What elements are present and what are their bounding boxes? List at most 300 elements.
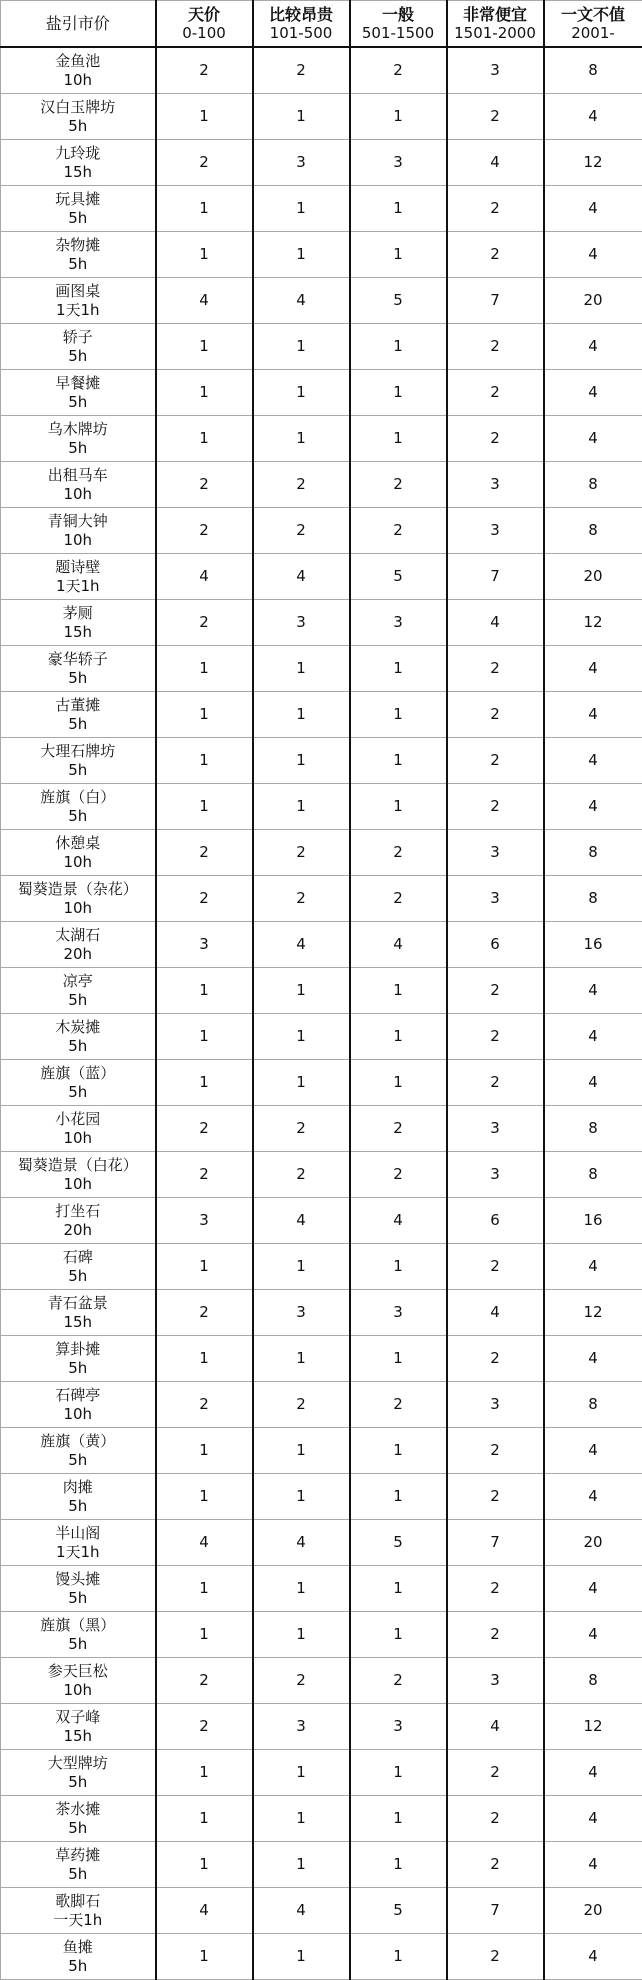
item-name: 大理石牌坊 — [1, 742, 155, 761]
table-row — [1, 1888, 642, 1934]
price-value-cell: 3 — [156, 922, 253, 968]
item-name: 画图桌 — [1, 282, 155, 301]
table-row — [1, 1612, 642, 1658]
price-value-cell: 1 — [253, 738, 350, 784]
item-duration: 10h — [1, 1681, 155, 1700]
price-value-cell: 20 — [544, 1520, 642, 1566]
price-value-cell: 1 — [350, 1612, 447, 1658]
item-name: 歌脚石 — [1, 1892, 155, 1911]
price-value-cell: 1 — [253, 94, 350, 140]
item-duration: 5h — [1, 1819, 155, 1838]
price-value-cell: 1 — [253, 784, 350, 830]
price-value-cell: 1 — [253, 1474, 350, 1520]
price-value-cell: 2 — [447, 1244, 544, 1290]
item-name-cell — [1, 1612, 156, 1658]
item-name: 九玲珑 — [1, 144, 155, 163]
price-value-cell: 4 — [447, 1290, 544, 1336]
item-name: 古董摊 — [1, 696, 155, 715]
item-duration: 5h — [1, 1865, 155, 1884]
price-value-cell: 2 — [447, 1842, 544, 1888]
header-title: 一文不值 — [545, 5, 642, 24]
item-duration: 10h — [1, 531, 155, 550]
item-name-cell — [1, 830, 156, 876]
item-name: 半山阁 — [1, 1524, 155, 1543]
item-name: 旌旗（黑） — [1, 1616, 155, 1635]
price-value-cell: 2 — [350, 1658, 447, 1704]
price-value-cell: 4 — [447, 600, 544, 646]
price-value-cell: 4 — [544, 1244, 642, 1290]
item-name-cell — [1, 1198, 156, 1244]
price-value-cell: 8 — [544, 1152, 642, 1198]
price-value-cell: 4 — [544, 1750, 642, 1796]
item-name: 早餐摊 — [1, 374, 155, 393]
price-value-cell: 2 — [156, 47, 253, 94]
item-duration: 5h — [1, 807, 155, 826]
price-value-cell: 8 — [544, 47, 642, 94]
price-value-cell: 4 — [544, 1842, 642, 1888]
item-duration: 5h — [1, 669, 155, 688]
table-row — [1, 416, 642, 462]
price-value-cell: 4 — [447, 1704, 544, 1750]
price-value-cell: 1 — [156, 1842, 253, 1888]
price-value-cell: 1 — [156, 646, 253, 692]
price-value-cell: 2 — [447, 186, 544, 232]
header-row — [1, 1, 642, 48]
table-row — [1, 1934, 642, 1980]
price-value-cell: 4 — [544, 1474, 642, 1520]
item-name-cell — [1, 140, 156, 186]
item-duration: 5h — [1, 117, 155, 136]
item-duration: 5h — [1, 255, 155, 274]
price-value-cell: 2 — [350, 47, 447, 94]
table-row — [1, 1566, 642, 1612]
price-value-cell: 5 — [350, 1888, 447, 1934]
price-value-cell: 2 — [350, 876, 447, 922]
item-duration: 5h — [1, 1635, 155, 1654]
price-value-cell: 4 — [253, 278, 350, 324]
item-name-cell — [1, 922, 156, 968]
price-value-cell: 20 — [544, 1888, 642, 1934]
item-name-cell — [1, 876, 156, 922]
price-value-cell: 2 — [447, 324, 544, 370]
price-value-cell: 1 — [253, 232, 350, 278]
price-value-cell: 1 — [253, 1842, 350, 1888]
price-value-cell: 2 — [156, 508, 253, 554]
price-value-cell: 3 — [156, 1198, 253, 1244]
price-value-cell: 3 — [350, 1290, 447, 1336]
price-value-cell: 2 — [253, 830, 350, 876]
item-name: 题诗壁 — [1, 558, 155, 577]
item-name: 馒头摊 — [1, 1570, 155, 1589]
price-value-cell: 1 — [350, 1566, 447, 1612]
table-row — [1, 1474, 642, 1520]
table-row — [1, 1014, 642, 1060]
price-value-cell: 2 — [447, 1474, 544, 1520]
table-row — [1, 1842, 642, 1888]
item-name-cell — [1, 784, 156, 830]
price-value-cell: 6 — [447, 1198, 544, 1244]
price-value-cell: 1 — [253, 692, 350, 738]
price-value-cell: 16 — [544, 1198, 642, 1244]
item-name-cell — [1, 1842, 156, 1888]
price-value-cell: 1 — [156, 1612, 253, 1658]
item-name-cell — [1, 1014, 156, 1060]
price-value-cell: 1 — [253, 1796, 350, 1842]
price-value-cell: 4 — [156, 1888, 253, 1934]
price-value-cell: 1 — [350, 738, 447, 784]
item-name: 凉亭 — [1, 972, 155, 991]
header-title: 盐引市价 — [1, 14, 155, 33]
price-value-cell: 1 — [156, 324, 253, 370]
price-value-cell: 5 — [350, 554, 447, 600]
item-name: 蜀葵造景（杂花） — [1, 880, 155, 899]
price-value-cell: 2 — [350, 462, 447, 508]
table-row — [1, 1520, 642, 1566]
price-value-cell: 1 — [253, 1428, 350, 1474]
table-row — [1, 692, 642, 738]
table-row — [1, 784, 642, 830]
item-duration: 10h — [1, 899, 155, 918]
item-name: 参天巨松 — [1, 1662, 155, 1681]
item-duration: 一天1h — [1, 1911, 155, 1930]
price-value-cell: 2 — [447, 1336, 544, 1382]
item-name: 打坐石 — [1, 1202, 155, 1221]
price-value-cell: 4 — [544, 324, 642, 370]
price-value-cell: 2 — [253, 1106, 350, 1152]
price-value-cell: 3 — [350, 600, 447, 646]
price-value-cell: 1 — [253, 416, 350, 462]
price-value-cell: 2 — [447, 94, 544, 140]
price-value-cell: 1 — [350, 416, 447, 462]
header-price-column — [544, 1, 642, 48]
price-value-cell: 1 — [350, 1796, 447, 1842]
item-name: 太湖石 — [1, 926, 155, 945]
table-row — [1, 94, 642, 140]
price-value-cell: 3 — [447, 508, 544, 554]
price-value-cell: 3 — [253, 1290, 350, 1336]
price-value-cell: 4 — [253, 1888, 350, 1934]
item-name-cell — [1, 692, 156, 738]
price-value-cell: 1 — [156, 1428, 253, 1474]
price-value-cell: 1 — [156, 738, 253, 784]
price-value-cell: 2 — [447, 784, 544, 830]
price-value-cell: 4 — [544, 1796, 642, 1842]
price-value-cell: 1 — [350, 1934, 447, 1980]
price-value-cell: 3 — [350, 140, 447, 186]
price-value-cell: 4 — [253, 1198, 350, 1244]
header-title: 非常便宜 — [448, 5, 543, 24]
table-body — [1, 47, 642, 1980]
table-row — [1, 968, 642, 1014]
price-value-cell: 2 — [156, 1382, 253, 1428]
item-duration: 1天1h — [1, 1543, 155, 1562]
item-name-cell — [1, 1888, 156, 1934]
item-name-cell — [1, 47, 156, 94]
item-name: 算卦摊 — [1, 1340, 155, 1359]
table-row — [1, 232, 642, 278]
price-value-cell: 1 — [156, 1750, 253, 1796]
price-value-cell: 3 — [253, 1704, 350, 1750]
item-duration: 15h — [1, 623, 155, 642]
item-name: 出租马车 — [1, 466, 155, 485]
item-name-cell — [1, 1106, 156, 1152]
table-row — [1, 646, 642, 692]
header-title: 一般 — [351, 5, 446, 24]
price-value-cell: 2 — [350, 1382, 447, 1428]
price-value-cell: 4 — [544, 1612, 642, 1658]
price-value-cell: 1 — [350, 968, 447, 1014]
price-value-cell: 2 — [350, 830, 447, 876]
price-value-cell: 3 — [447, 1382, 544, 1428]
item-name-cell — [1, 1336, 156, 1382]
item-duration: 20h — [1, 945, 155, 964]
price-value-cell: 4 — [544, 94, 642, 140]
price-value-cell: 2 — [350, 1106, 447, 1152]
header-range: 501-1500 — [351, 24, 446, 43]
price-value-cell: 7 — [447, 554, 544, 600]
price-value-cell: 2 — [447, 416, 544, 462]
price-value-cell: 2 — [447, 692, 544, 738]
price-value-cell: 2 — [447, 1566, 544, 1612]
item-name-cell — [1, 646, 156, 692]
price-value-cell: 4 — [447, 140, 544, 186]
price-value-cell: 2 — [156, 1658, 253, 1704]
item-name: 豪华轿子 — [1, 650, 155, 669]
price-value-cell: 2 — [156, 1704, 253, 1750]
price-value-cell: 2 — [253, 876, 350, 922]
table-row — [1, 554, 642, 600]
price-value-cell: 1 — [253, 370, 350, 416]
price-value-cell: 4 — [544, 1060, 642, 1106]
table-row — [1, 1336, 642, 1382]
item-name: 小花园 — [1, 1110, 155, 1129]
item-duration: 1天1h — [1, 301, 155, 320]
table-row — [1, 1290, 642, 1336]
item-name-cell — [1, 186, 156, 232]
price-value-cell: 3 — [447, 876, 544, 922]
header-range: 0-100 — [157, 24, 252, 43]
price-value-cell: 1 — [253, 968, 350, 1014]
price-value-cell: 2 — [156, 830, 253, 876]
price-value-cell: 12 — [544, 140, 642, 186]
item-name: 旌旗（黄） — [1, 1432, 155, 1451]
price-value-cell: 1 — [156, 1566, 253, 1612]
item-duration: 5h — [1, 393, 155, 412]
header-range: 101-500 — [254, 24, 349, 43]
price-value-cell: 2 — [447, 1934, 544, 1980]
price-value-cell: 4 — [544, 1566, 642, 1612]
price-value-cell: 1 — [156, 1060, 253, 1106]
item-name-cell — [1, 738, 156, 784]
table-row — [1, 462, 642, 508]
price-value-cell: 1 — [156, 1244, 253, 1290]
price-value-cell: 2 — [447, 1796, 544, 1842]
price-value-cell: 8 — [544, 830, 642, 876]
header-range: 2001- — [545, 24, 642, 43]
price-value-cell: 2 — [156, 600, 253, 646]
price-value-cell: 1 — [253, 1750, 350, 1796]
price-value-cell: 4 — [544, 738, 642, 784]
price-value-cell: 1 — [253, 186, 350, 232]
item-name-cell — [1, 462, 156, 508]
item-duration: 5h — [1, 761, 155, 780]
price-value-cell: 1 — [156, 1336, 253, 1382]
price-value-cell: 4 — [350, 1198, 447, 1244]
price-value-cell: 1 — [156, 1934, 253, 1980]
table-row — [1, 1060, 642, 1106]
table-row — [1, 1198, 642, 1244]
item-name: 休憩桌 — [1, 834, 155, 853]
price-value-cell: 2 — [253, 1658, 350, 1704]
table-row — [1, 1704, 642, 1750]
price-value-cell: 1 — [350, 324, 447, 370]
table-row — [1, 324, 642, 370]
item-name: 茶水摊 — [1, 1800, 155, 1819]
price-value-cell: 12 — [544, 1290, 642, 1336]
price-value-cell: 4 — [253, 922, 350, 968]
price-value-cell: 1 — [253, 1060, 350, 1106]
price-value-cell: 1 — [350, 1842, 447, 1888]
item-duration: 5h — [1, 715, 155, 734]
price-value-cell: 12 — [544, 600, 642, 646]
price-value-cell: 2 — [447, 1014, 544, 1060]
item-name: 草药摊 — [1, 1846, 155, 1865]
price-value-cell: 2 — [447, 646, 544, 692]
price-value-cell: 2 — [447, 1428, 544, 1474]
item-duration: 5h — [1, 991, 155, 1010]
table-row — [1, 370, 642, 416]
item-name: 玩具摊 — [1, 190, 155, 209]
item-name-cell — [1, 370, 156, 416]
price-value-cell: 2 — [156, 140, 253, 186]
item-name: 石碑 — [1, 1248, 155, 1267]
price-value-cell: 1 — [253, 1244, 350, 1290]
price-value-cell: 3 — [447, 830, 544, 876]
item-name-cell — [1, 1474, 156, 1520]
table-header — [1, 1, 642, 48]
item-duration: 5h — [1, 439, 155, 458]
item-duration: 5h — [1, 347, 155, 366]
item-duration: 15h — [1, 1313, 155, 1332]
item-name-cell — [1, 1796, 156, 1842]
item-name: 大型牌坊 — [1, 1754, 155, 1773]
price-value-cell: 4 — [544, 1428, 642, 1474]
table-row — [1, 1428, 642, 1474]
price-value-cell: 1 — [156, 94, 253, 140]
table-row — [1, 1244, 642, 1290]
price-value-cell: 4 — [544, 784, 642, 830]
item-name: 旌旗（白） — [1, 788, 155, 807]
item-name-cell — [1, 968, 156, 1014]
item-name: 蜀葵造景（白花） — [1, 1156, 155, 1175]
item-duration: 15h — [1, 163, 155, 182]
item-name: 杂物摊 — [1, 236, 155, 255]
item-name-cell — [1, 1428, 156, 1474]
price-value-cell: 1 — [350, 1244, 447, 1290]
price-value-cell: 7 — [447, 1520, 544, 1566]
price-value-cell: 1 — [350, 1474, 447, 1520]
price-value-cell: 4 — [544, 370, 642, 416]
item-name: 金鱼池 — [1, 52, 155, 71]
price-value-cell: 2 — [253, 462, 350, 508]
price-value-cell: 2 — [253, 1152, 350, 1198]
price-value-cell: 2 — [156, 1290, 253, 1336]
item-name-cell — [1, 1658, 156, 1704]
item-duration: 5h — [1, 1773, 155, 1792]
price-value-cell: 5 — [350, 1520, 447, 1566]
price-value-cell: 1 — [156, 370, 253, 416]
price-value-cell: 3 — [253, 140, 350, 186]
item-name-cell — [1, 1704, 156, 1750]
price-value-cell: 2 — [447, 1060, 544, 1106]
price-value-cell: 20 — [544, 554, 642, 600]
item-name: 青石盆景 — [1, 1294, 155, 1313]
table-row — [1, 278, 642, 324]
price-value-cell: 1 — [350, 1428, 447, 1474]
item-name-cell — [1, 1566, 156, 1612]
price-value-cell: 8 — [544, 462, 642, 508]
price-value-cell: 7 — [447, 278, 544, 324]
price-value-cell: 3 — [447, 1658, 544, 1704]
price-value-cell: 1 — [156, 186, 253, 232]
price-value-cell: 2 — [156, 462, 253, 508]
price-value-cell: 8 — [544, 876, 642, 922]
table-row — [1, 738, 642, 784]
price-value-cell: 1 — [253, 324, 350, 370]
price-value-cell: 4 — [156, 554, 253, 600]
price-value-cell: 4 — [544, 416, 642, 462]
price-value-cell: 1 — [253, 1566, 350, 1612]
item-name: 茅厕 — [1, 604, 155, 623]
price-value-cell: 1 — [350, 784, 447, 830]
item-name-cell — [1, 600, 156, 646]
price-value-cell: 2 — [253, 47, 350, 94]
price-value-cell: 2 — [350, 508, 447, 554]
price-value-cell: 1 — [350, 646, 447, 692]
price-value-cell: 2 — [447, 968, 544, 1014]
item-duration: 10h — [1, 1175, 155, 1194]
price-value-cell: 1 — [253, 1014, 350, 1060]
table-row — [1, 47, 642, 94]
price-value-cell: 2 — [156, 1152, 253, 1198]
price-value-cell: 1 — [156, 968, 253, 1014]
price-value-cell: 4 — [156, 278, 253, 324]
header-range: 1501-2000 — [448, 24, 543, 43]
table-row — [1, 186, 642, 232]
price-value-cell: 1 — [350, 186, 447, 232]
item-duration: 10h — [1, 485, 155, 504]
price-value-cell: 3 — [447, 1106, 544, 1152]
header-price-column — [253, 1, 350, 48]
price-value-cell: 1 — [350, 232, 447, 278]
item-duration: 5h — [1, 1267, 155, 1286]
price-value-cell: 2 — [350, 1152, 447, 1198]
item-name-cell — [1, 1152, 156, 1198]
item-duration: 10h — [1, 1129, 155, 1148]
item-duration: 10h — [1, 71, 155, 90]
price-value-cell: 1 — [253, 1336, 350, 1382]
price-value-cell: 4 — [350, 922, 447, 968]
item-name: 乌木牌坊 — [1, 420, 155, 439]
price-value-cell: 1 — [350, 1336, 447, 1382]
price-value-cell: 3 — [350, 1704, 447, 1750]
price-value-cell: 2 — [447, 370, 544, 416]
price-value-cell: 1 — [156, 1014, 253, 1060]
item-duration: 5h — [1, 1589, 155, 1608]
price-value-cell: 1 — [156, 784, 253, 830]
item-name-cell — [1, 1520, 156, 1566]
header-price-column — [350, 1, 447, 48]
